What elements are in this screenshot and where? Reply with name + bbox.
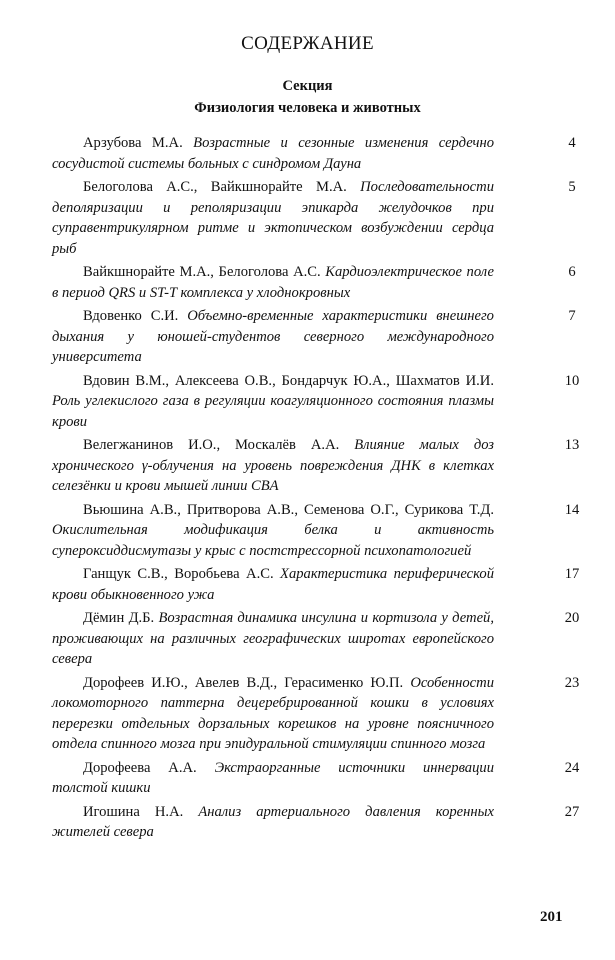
toc-entry-page: 20	[564, 610, 580, 626]
toc-entry	[52, 435, 592, 497]
toc-entry	[52, 500, 592, 562]
toc-entry-title: Последовательности деполяризации и реполяризации эпикарда желудочков при суправентрикулярном ритме и эктопическом возбуждении сердца рыб	[52, 179, 494, 257]
toc-entry-authors: Дорофеева А.А.	[83, 759, 197, 776]
toc-entry-text	[52, 306, 494, 368]
section-heading: Секция	[282, 78, 333, 94]
toc-entry-page: 23	[564, 674, 580, 691]
toc-entry-authors: Велегжанинов И.О., Москалёв А.А.	[83, 437, 340, 453]
toc-entry-page: 27	[564, 803, 580, 820]
toc-entry-title: Объемно-временные характеристики внешнего дыхания у юношей-студентов северного международного университета	[52, 308, 494, 365]
toc-entry-title: Окислительная модификация белка и активность супероксиддисмутазы у крыс с постстрессорной психопатологией	[52, 522, 494, 559]
toc-entry-authors: Дёмин Д.Б.	[83, 610, 155, 626]
toc-entry	[52, 758, 592, 799]
toc-entry-page: 17	[564, 566, 580, 582]
subsection-heading: Физиология человека и животных	[194, 100, 421, 116]
toc-entry-page: 10	[564, 372, 580, 389]
toc-entry-text	[52, 673, 494, 755]
toc-entry-page: 6	[568, 264, 576, 280]
toc-entry-text	[52, 758, 494, 799]
toc-entry-text	[52, 500, 494, 562]
toc-entry	[52, 133, 592, 174]
toc-entry-authors: Игошина Н.А.	[83, 803, 184, 820]
page-number: 201	[540, 909, 563, 925]
toc-entry-page: 4	[568, 135, 576, 151]
toc-entry-authors: Арзубова М.А.	[83, 135, 183, 151]
toc-entry	[52, 673, 592, 755]
toc-entry-text	[52, 608, 494, 670]
toc-entry-title: Кардиоэлектрическое поле в период QRS и ST-T комплекса у хлоднокровных	[52, 264, 494, 301]
toc-entry-text	[52, 435, 494, 497]
toc-entry-title: Возрастные и сезонные изменения сердечно сосудистой системы больных с синдромом Дауна	[52, 135, 494, 172]
toc-entry-title: Особенности локомоторного паттерна децеребрированной кошки в условиях перерезки отдельных дорзальных корешков на уровне поясничного отдела спинного мозга при эпидуральной стимуляции спинного мозга	[52, 674, 494, 752]
toc-entry	[52, 371, 592, 433]
toc-entry-title: Экстраорганные источники иннервации толстой кишки	[52, 759, 494, 796]
toc-entry-page: 13	[564, 437, 580, 453]
toc-entry-title: Возрастная динамика инсулина и кортизола у детей, проживающих на различных географических широтах европейского севера	[52, 610, 494, 667]
toc-entry-title: Характеристика периферической крови обыкновенного ужа	[52, 566, 494, 603]
toc-entry-text	[52, 262, 494, 303]
page-title: СОДЕРЖАНИЕ	[241, 33, 374, 54]
toc-entry-authors: Вдовенко С.И.	[83, 308, 179, 324]
toc-entry-authors: Ганщук С.В., Воробьева А.С.	[83, 566, 274, 582]
toc-entry	[52, 564, 592, 605]
toc-entry-text	[52, 133, 494, 174]
toc-entry-text	[52, 371, 494, 433]
toc-entry-page: 14	[564, 501, 580, 518]
toc-entry-text	[52, 564, 494, 605]
toc-entry-page: 24	[564, 759, 580, 776]
toc-entry-text	[52, 802, 494, 843]
toc-entry-title: Влияние малых доз хронического γ-облучения на уровень повреждения ДНК в клетках селезёнки и крови мышей линии CBA	[52, 437, 495, 494]
toc-entry	[52, 262, 592, 303]
toc-entry	[52, 802, 592, 843]
toc-entry-page: 5	[568, 179, 576, 195]
toc-entry	[52, 608, 592, 670]
table-of-contents	[52, 133, 592, 846]
toc-entry-authors: Белоголова А.С., Вайкшнорайте М.А.	[83, 179, 347, 195]
toc-entry-page: 7	[568, 308, 576, 324]
toc-entry	[52, 177, 592, 259]
toc-entry-authors: Дорофеев И.Ю., Авелев В.Д., Герасименко Ю.П.	[83, 674, 404, 691]
toc-entry-authors: Вдовин В.М., Алексеева О.В., Бондарчук Ю.А., Шахматов И.И.	[83, 372, 494, 389]
toc-entry-authors: Вайкшнорайте М.А., Белоголова А.С.	[83, 264, 321, 280]
toc-entry-title: Роль углекислого газа в регуляции коагуляционного состояния плазмы крови	[52, 393, 494, 430]
toc-entry-title: Анализ артериального давления коренных жителей севера	[52, 803, 494, 840]
toc-entry-text	[52, 177, 494, 259]
toc-entry-authors: Вьюшина А.В., Притворова А.В., Семенова О.Г., Сурикова Т.Д.	[83, 501, 494, 518]
toc-entry	[52, 306, 592, 368]
